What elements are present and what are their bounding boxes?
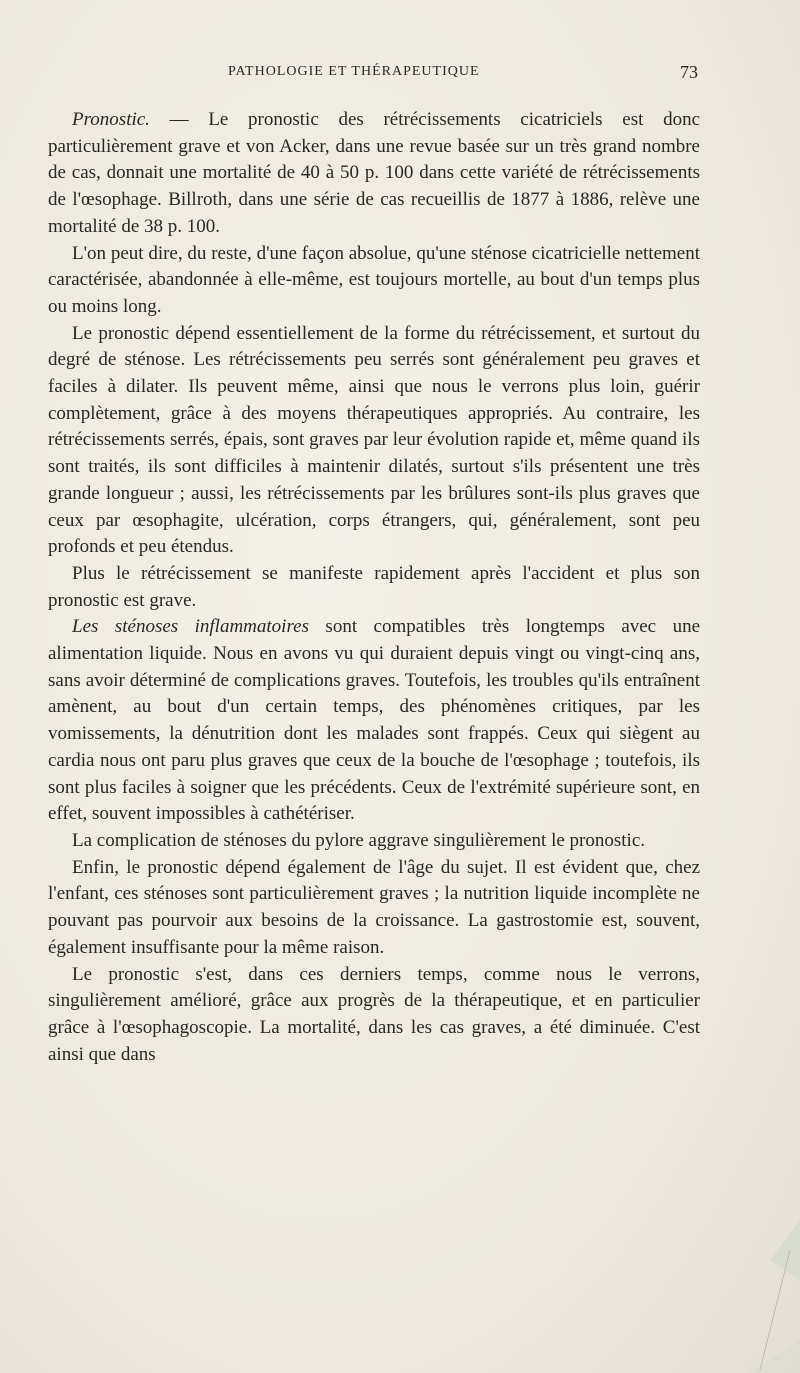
paragraph-text: Plus le rétrécissement se manifeste rapidement après l'accident et plus son pronostic est grave. [48, 562, 700, 611]
paragraph-lead: Les sténoses inflammatoires [72, 616, 309, 638]
paragraph [48, 321, 700, 561]
paragraph-text: sont compatibles très longtemps avec une alimentation liquide. Nous en avons vu qui duraient depuis vingt ou vingt-cinq ans, sans avoir déterminé de complications graves. Toutefois, les troubles qu'ils entraînent amènent, au bout d'un certain temps, des phénomènes critiques, par les vomissements, la dénutrition dont les malades sont frappés. Ceux qui siègent au cardia nous ont paru plus graves que ceux de la bouche de l'œsophage ; toutefois, ils sont plus faciles à soigner que les précédents. Ceux de l'extrémité supérieure sont, en effet, souvent impossibles à cathétériser. [48, 616, 701, 825]
header-title: PATHOLOGIE ET THÉRAPEUTIQUE [228, 64, 480, 79]
page-fold-mark [730, 1220, 800, 1373]
paragraph-lead: Pronostic. [72, 109, 150, 130]
running-header [48, 62, 698, 88]
paragraph [48, 962, 700, 1069]
paragraph [48, 828, 700, 855]
paragraph [48, 561, 700, 614]
paragraph-text: Le pronostic s'est, dans ces derniers temps, comme nous le verrons, singulièrement amélioré, grâce aux progrès de la thérapeutique, et en particulier grâce à l'œsophagoscopie. La mortalité, dans les cas graves, a été diminuée. C'est ainsi que dans [48, 963, 700, 1065]
paragraph-text: — Le pronostic des rétrécissements cicatriciels est donc particulièrement grave et von Acker, dans une revue basée sur un très grand nombre de cas, donnait une mortalité de 40 à 50 p. 100 dans cette variété de rétrécissements de l'œsophage. Billroth, dans une série de cas recueillis de 1877 à 1886, relève une mortalité de 38 p. 100. [48, 109, 700, 237]
paragraph [48, 107, 700, 241]
paragraph-text: L'on peut dire, du reste, d'une façon absolue, qu'une sténose cicatricielle nettement caractérisée, abandonnée à elle-même, est toujours mortelle, au bout d'un temps plus ou moins long. [48, 242, 700, 317]
body-text [48, 107, 700, 1068]
paragraph [48, 241, 700, 321]
paragraph [48, 614, 700, 828]
paragraph [48, 855, 700, 962]
page-number: 73 [680, 62, 698, 82]
paragraph-text: Enfin, le pronostic dépend également de l'âge du sujet. Il est évident que, chez l'enfant, ces sténoses sont particulièrement graves ; la nutrition liquide incomplète ne pouvant pas pourvoir aux besoins de la croissance. La gastrostomie est, souvent, également insuffisante pour la même raison. [48, 856, 700, 958]
paragraph-text: Le pronostic dépend essentiellement de la forme du rétrécissement, et surtout du degré de sténose. Les rétrécissements peu serrés sont généralement peu graves et faciles à dilater. Ils peuvent même, ainsi que nous le verrons plus loin, guérir complètement, grâce à des moyens thérapeutiques appropriés. Au contraire, les rétrécissements serrés, épais, sont graves par leur évolution rapide et, même quand ils sont traités, ils sont difficiles à maintenir dilatés, surtout s'ils présentent une très grande longueur ; aussi, les rétrécissements par les brûlures sont-ils plus graves que ceux par œsophagite, ulcération, corps étrangers, qui, généralement, sont peu profonds et peu étendus. [48, 322, 700, 558]
paragraph-text: La complication de sténoses du pylore aggrave singulièrement le pronostic. [72, 829, 645, 851]
